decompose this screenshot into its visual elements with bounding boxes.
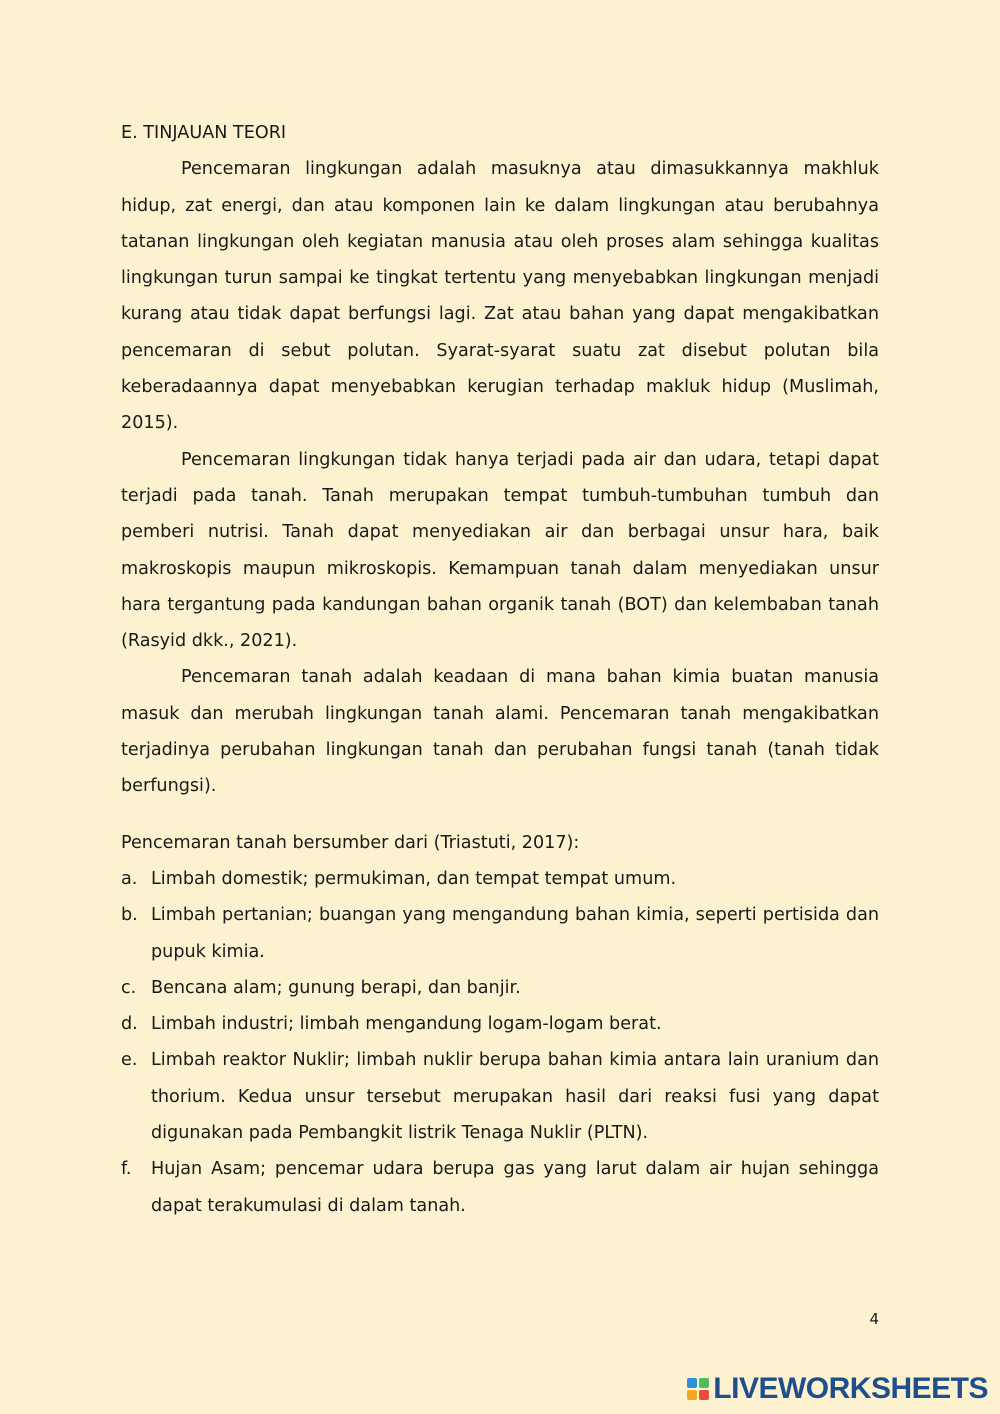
brand-name: LIVEWORKSHEETS	[713, 1372, 988, 1405]
list-item-text: Hujan Asam; pencemar udara berupa gas yang larut dalam air hujan sehingga dapat terakumulasi di dalam tanah.	[151, 1159, 879, 1216]
list-item	[121, 1042, 879, 1151]
source-list	[121, 861, 879, 1224]
list-item	[121, 1006, 879, 1042]
list-item	[121, 897, 879, 970]
list-marker: e.	[121, 1050, 138, 1071]
paragraph: Pencemaran lingkungan tidak hanya terjadi pada air dan udara, tetapi dapat terjadi pada tanah. Tanah merupakan tempat tumbuh-tumbuhan tumbuh dan pemberi nutrisi. Tanah dapat menyediakan air dan berbagai unsur hara, baik makroskopis maupun mikroskopis. Kemampuan tanah dalam menyediakan unsur hara tergantung pada kandungan bahan organik tanah (BOT) dan kelembaban tanah (Rasyid dkk., 2021).	[121, 449, 879, 652]
list-item-text: Bencana alam; gunung berapi, dan banjir.	[151, 977, 521, 998]
list-marker: f.	[121, 1159, 132, 1180]
list-item-text: Limbah pertanian; buangan yang mengandung bahan kimia, seperti pertisida dan pupuk kimia.	[151, 905, 879, 962]
document-page	[121, 115, 879, 1224]
list-marker: d.	[121, 1014, 138, 1035]
list-item-text: Limbah domestik; permukiman, dan tempat tempat umum.	[151, 868, 677, 889]
list-marker: a.	[121, 868, 138, 889]
list-item-text: Limbah reaktor Nuklir; limbah nuklir berupa bahan kimia antara lain uranium dan thorium. Kedua unsur tersebut merupakan hasil dari reaksi fusi yang dapat digunakan pada Pembangkit listrik Tenaga Nuklir (PLTN).	[151, 1050, 879, 1144]
list-item	[121, 861, 879, 897]
liveworksheets-brand[interactable]	[687, 1372, 988, 1406]
list-item	[121, 1151, 879, 1224]
list-item	[121, 970, 879, 1006]
page-number: 4	[869, 1310, 879, 1328]
liveworksheets-logo-icon	[687, 1378, 709, 1400]
list-item-text: Limbah industri; limbah mengandung logam-logam berat.	[151, 1014, 662, 1035]
list-intro: Pencemaran tanah bersumber dari (Triastuti, 2017):	[121, 832, 580, 853]
paragraph: Pencemaran tanah adalah keadaan di mana bahan kimia buatan manusia masuk dan merubah lingkungan tanah alami. Pencemaran tanah mengakibatkan terjadinya perubahan lingkungan tanah dan perubahan fungsi tanah (tanah tidak berfungsi).	[121, 667, 879, 797]
list-marker: c.	[121, 977, 137, 998]
section-heading: E. TINJAUAN TEORI	[121, 123, 287, 143]
paragraph: Pencemaran lingkungan adalah masuknya atau dimasukkannya makhluk hidup, zat energi, dan atau komponen lain ke dalam lingkungan atau berubahnya tatanan lingkungan oleh kegiatan manusia atau oleh proses alam sehingga kualitas lingkungan turun sampai ke tingkat tertentu yang menyebabkan lingkungan menjadi kurang atau tidak dapat berfungsi lagi. Zat atau bahan yang dapat mengakibatkan pencemaran di sebut polutan. Syarat-syarat suatu zat disebut polutan bila keberadaannya dapat menyebabkan kerugian terhadap makluk hidup (Muslimah, 2015).	[121, 159, 879, 434]
list-marker: b.	[121, 905, 138, 926]
